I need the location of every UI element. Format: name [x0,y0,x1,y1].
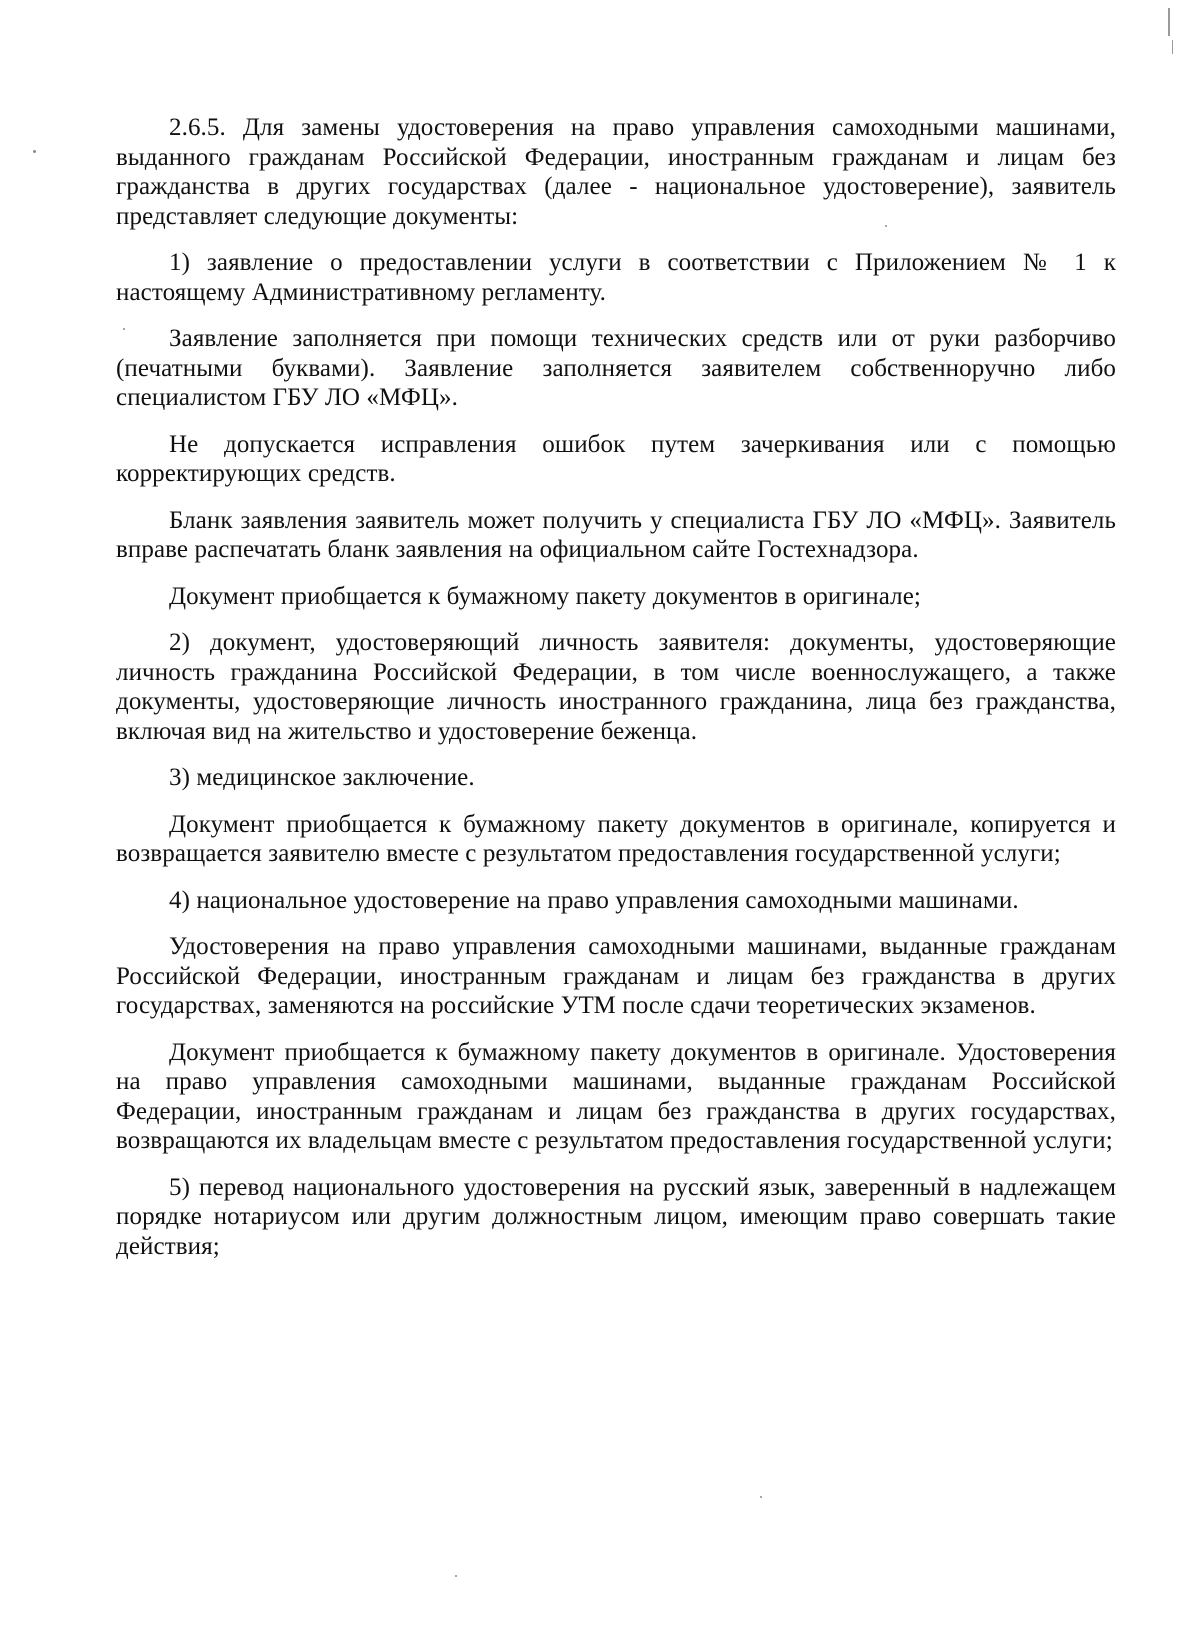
paragraph-form-source: Бланк заявления заявитель может получить у специалиста ГБУ ЛО «МФЦ». Заявитель вправе распечатать бланк заявления на официальном сайте Гостехнадзора. [116,506,1116,563]
paragraph-original-copied: Документ приобщается к бумажному пакету документов в оригинале, копируется и возвращается заявителю вместе с результатом предоставления государственной услуги; [116,810,1116,867]
paragraph-no-corrections: Не допускается исправления ошибок путем зачеркивания или с помощью корректирующих средств. [116,430,1116,487]
scan-speck [123,328,125,330]
paragraph-item-5: 5) перевод национального удостоверения на русский язык, заверенный в надлежащем порядке нотариусом или другим должностным лицом, имеющим право совершать такие действия; [116,1173,1116,1260]
scan-speck [760,1496,762,1498]
paragraph-original-returned: Документ приобщается к бумажному пакету документов в оригинале. Удостоверения на право управления самоходными машинами, выданные гражданам Российской Федерации, иностранным гражданам и лицам без гражданства в других государствах, возвращаются их владельцам вместе с результатом предоставления государственной услуги; [116,1038,1116,1154]
scan-speck [33,150,36,153]
scan-edge-mark [1168,8,1170,36]
paragraph-item-3: 3) медицинское заключение. [169,764,475,791]
paragraph-original-attached-1: Документ приобщается к бумажному пакету документов в оригинале; [169,582,921,610]
paragraph-item-1: 1) заявление о предоставлении услуги в соответствии с Приложением № 1 к настоящему Административному регламенту. [116,249,1116,306]
paragraph-item-4: 4) национальное удостоверение на право управления самоходными машинами. [169,886,1019,914]
paragraph-application-filling: Заявление заполняется при помощи технических средств или от руки разборчиво (печатными буквами). Заявление заполняется заявителем собственноручно либо специалистом ГБУ ЛО «МФЦ». [116,325,1116,411]
document-body [116,113,1116,1278]
scan-speck [885,225,887,227]
scan-edge-mark [1172,40,1173,54]
scan-speck [455,1575,457,1577]
paragraph-2-6-5: 2.6.5. Для замены удостоверения на право управления самоходными машинами, выданного гражданам Российской Федерации, иностранным гражданам и лицам без гражданства в других государствах (далее - национальное удостоверение), заявитель представляет следующие документы: [116,114,1116,230]
paragraph-license-replacement: Удостоверения на право управления самоходными машинами, выданные гражданам Российской Федерации, иностранным гражданам и лицам без гражданства в других государствах, заменяются на российские УТМ после сдачи теоретических экзаменов. [116,933,1116,1019]
paragraph-item-2: 2) документ, удостоверяющий личность заявителя: документы, удостоверяющие личность гражданина Российской Федерации, в том числе военнослужащего, а также документы, удостоверяющие личность иностранного гражданина, лица без гражданства, включая вид на жительство и удостоверение беженца. [116,629,1116,745]
